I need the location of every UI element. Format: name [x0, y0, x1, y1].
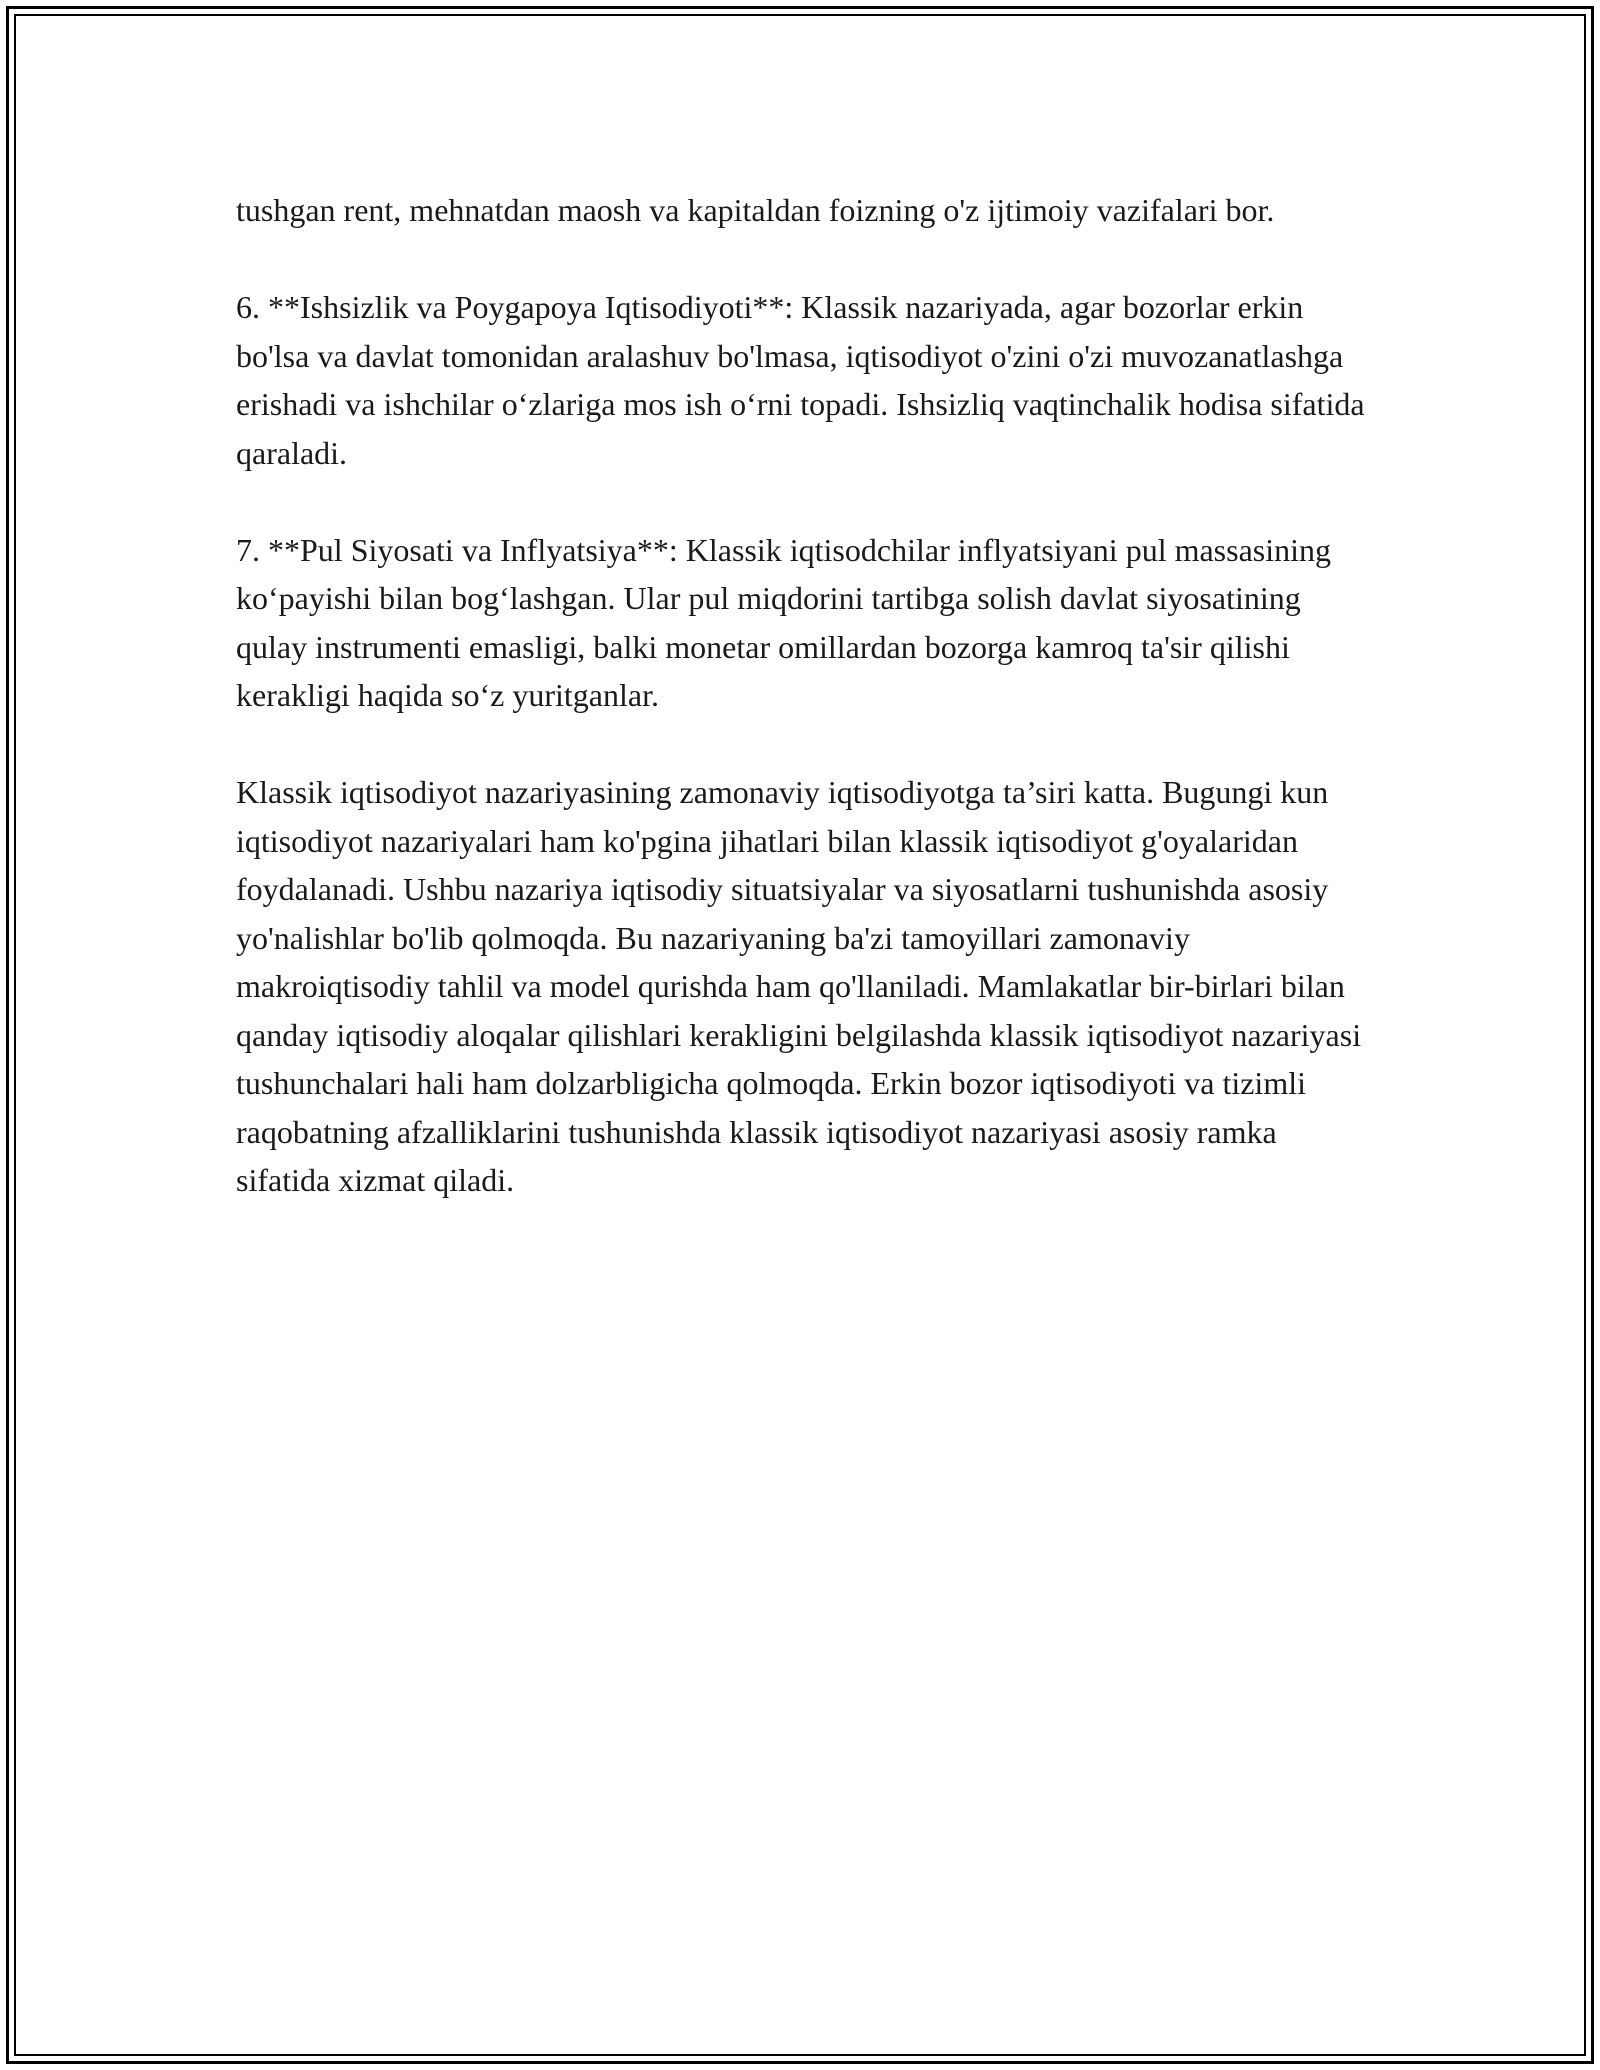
- paragraph-unemployment: 6. **Ishsizlik va Poygapoya Iqtisodiyoti**: Klassik nazariyada, agar bozorlar erkin bo'lsa va davlat tomonidan aralashuv bo'lmasa, iqtisodiyot o'zini o'zi muvozanatlashga erishadi va ishchilar o‘zlariga mos ish o‘rni topadi. Ishsizliq vaqtinchalik hodisa sifatida qaraladi.: [236, 289, 1365, 471]
- document-body: [236, 186, 1366, 1253]
- paragraph-monetary-policy: 7. **Pul Siyosati va Inflyatsiya**: Klassik iqtisodchilar inflyatsiyani pul massasining ko‘payishi bilan bog‘lashgan. Ular pul miqdorini tartibga solish davlat siyosatining qulay instrumenti emasligi, balki monetar omillardan bozorga kamroq ta'sir qilishi kerakligi haqida so‘z yuritganlar.: [236, 531, 1332, 713]
- paragraph-conclusion: Klassik iqtisodiyot nazariyasining zamonaviy iqtisodiyotga ta’siri katta. Bugungi kun iqtisodiyot nazariyalari ham ko'pgina jihatlari bilan klassik iqtisodiyot g'oyalaridan foydalanadi. Ushbu nazariya iqtisodiy situatsiyalar va siyosatlarni tushunishda asosiy yo'nalishlar bo'lib qolmoqda. Bu nazariyaning ba'zi tamoyillari zamonaviy makroiqtisodiy tahlil va model qurishda ham qo'llaniladi. Mamlakatlar bir-birlari bilan qanday iqtisodiy aloqalar qilishlari kerakligini belgilashda klassik iqtisodiyot nazariyasi tushunchalari hali ham dolzarbligicha qolmoqda. Erkin bozor iqtisodiyoti va tizimli raqobatning afzalliklarini tushunishda klassik iqtisodiyot nazariyasi asosiy ramka sifatida xizmat qiladi.: [236, 774, 1362, 1198]
- paragraph-continuation: tushgan rent, mehnatdan maosh va kapitaldan foizning o'z ijtimoiy vazifalari bor.: [236, 192, 1275, 228]
